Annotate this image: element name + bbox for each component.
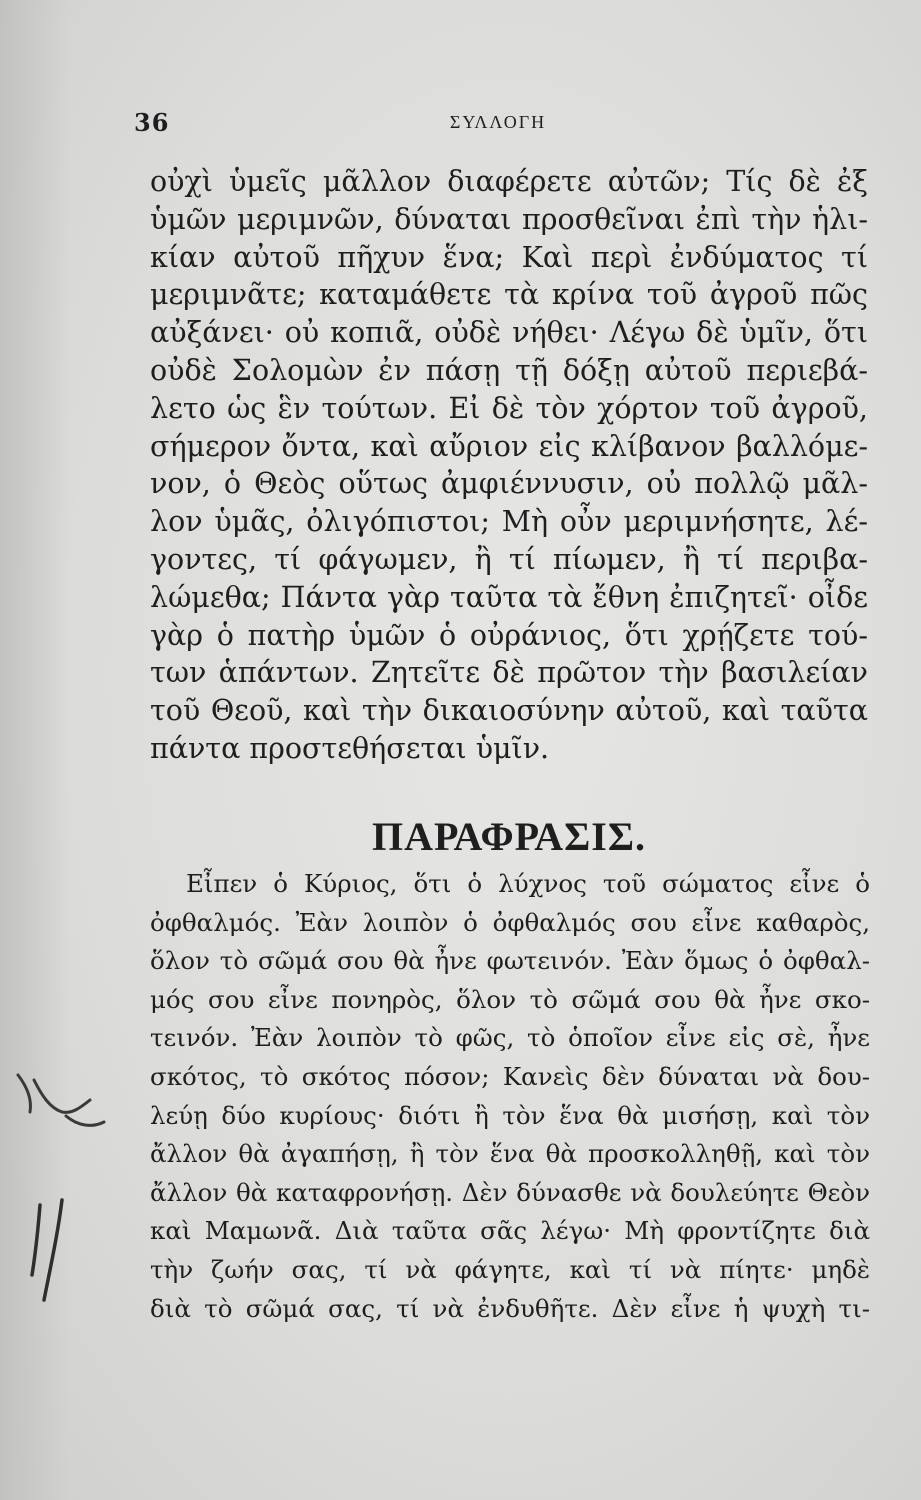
page-number: 36 (134, 108, 170, 137)
text-line: ὑμῶν μεριμνῶν, δύναται προσθεῖναι ἐπὶ τὴν ἡλι- (150, 202, 868, 236)
paraphrase-line: διὰ τὸ σῶμά σας, τί νὰ ἐνδυθῆτε. Δὲν εἶνε ἡ ψυχὴ τι- (150, 1293, 870, 1323)
text-line: τοῦ Θεοῦ, καὶ τὴν δικαιοσύνην αὐτοῦ, καὶ ταῦτα (150, 694, 868, 728)
running-head: ΣΥΛΛΟΓΗ (449, 112, 547, 132)
text-line: κίαν αὐτοῦ πῆχυν ἕνα; Καὶ περὶ ἐνδύματος τί (150, 240, 868, 274)
text-line: γὰρ ὁ πατὴρ ὑμῶν ὁ οὐράνιος, ὅτι χρῄζετε τού- (150, 618, 868, 652)
paraphrase-line: ὅλον τὸ σῶμά σου θὰ ἦνε φωτεινόν. Ἐὰν ὅμως ὁ ὀφθαλ- (150, 946, 870, 976)
text-line: σήμερον ὄντα, καὶ αὔριον εἰς κλίβανον βαλλόμε- (150, 429, 868, 463)
text-line: οὐχὶ ὑμεῖς μᾶλλον διαφέρετε αὐτῶν; Τίς δὲ ἐξ (150, 165, 868, 198)
paraphrase-line: ἄλλον θὰ ἀγαπήσῃ, ἢ τὸν ἕνα θὰ προσκολληθῇ, καὶ τὸν (150, 1139, 870, 1169)
text-line: λον ὑμᾶς, ὀλιγόπιστοι; Μὴ οὖν μεριμνήσητε, λέ- (150, 505, 868, 539)
paraphrase-line: ὀφθαλμός. Ἐὰν λοιπὸν ὁ ὀφθαλμός σου εἶνε καθαρὸς, (150, 907, 870, 937)
text-line: πάντα προστεθήσεται ὑμῖν. (150, 731, 550, 765)
text-line: λώμεθα; Πάντα γὰρ ταῦτα τὰ ἔθνη ἐπιζητεῖ· οἶδε (150, 580, 868, 614)
paraphrase-line: Εἶπεν ὁ Κύριος, ὅτι ὁ λύχνος τοῦ σώματος εἶνε ὁ (186, 869, 870, 898)
text-line: λετο ὡς ἓν τούτων. Εἰ δὲ τὸν χόρτον τοῦ ἀγροῦ, (150, 391, 868, 425)
paraphrase-line: λεύῃ δύο κυρίους· διότι ἢ τὸν ἕνα θὰ μισήσῃ, καὶ τὸν (150, 1100, 870, 1130)
paraphrase-line: καὶ Μαμωνᾶ. Διὰ ταῦτα σᾶς λέγω· Μὴ φροντίζητε διὰ (150, 1216, 870, 1246)
paraphrase-line: τὴν ζωήν σας, τί νὰ φάγητε, καὶ τί νὰ πίητε· μηδὲ (150, 1254, 870, 1284)
paraphrase-line: μός σου εἶνε πονηρὸς, ὅλον τὸ σῶμά σου θὰ ἦνε σκο- (150, 984, 870, 1014)
text-line: οὐδὲ Σολομὼν ἐν πάσῃ τῇ δόξῃ αὐτοῦ περιεβά- (150, 353, 868, 387)
text-line: μεριμνᾶτε; καταμάθετε τὰ κρίνα τοῦ ἀγροῦ πῶς (150, 278, 868, 312)
section-heading: ΠΑΡΑΦΡΑΣΙΣ. (372, 814, 646, 859)
text-line: αὐξάνει· οὐ κοπιᾶ, οὐδὲ νήθει· Λέγω δὲ ὑμῖν, ὅτι (150, 316, 868, 350)
paraphrase-line: ἄλλον θὰ καταφρονήσῃ. Δὲν δύνασθε νὰ δουλεύητε Θεὸν (150, 1177, 870, 1207)
paraphrase-line: σκότος, τὸ σκότος πόσον; Κανεὶς δὲν δύναται νὰ δου- (150, 1061, 870, 1091)
paraphrase-line: τεινόν. Ἐὰν λοιπὸν τὸ φῶς, τὸ ὁποῖον εἶνε εἰς σὲ, ἦνε (150, 1023, 870, 1053)
text-line: γοντες, τί φάγωμεν, ἢ τί πίωμεν, ἢ τί περιβα- (150, 542, 868, 576)
text-line: νον, ὁ Θεὸς οὕτως ἀμφιέννυσιν, οὐ πολλῷ μᾶλ- (150, 467, 868, 501)
text-line: των ἁπάντων. Ζητεῖτε δὲ πρῶτον τὴν βασιλείαν (150, 656, 868, 690)
